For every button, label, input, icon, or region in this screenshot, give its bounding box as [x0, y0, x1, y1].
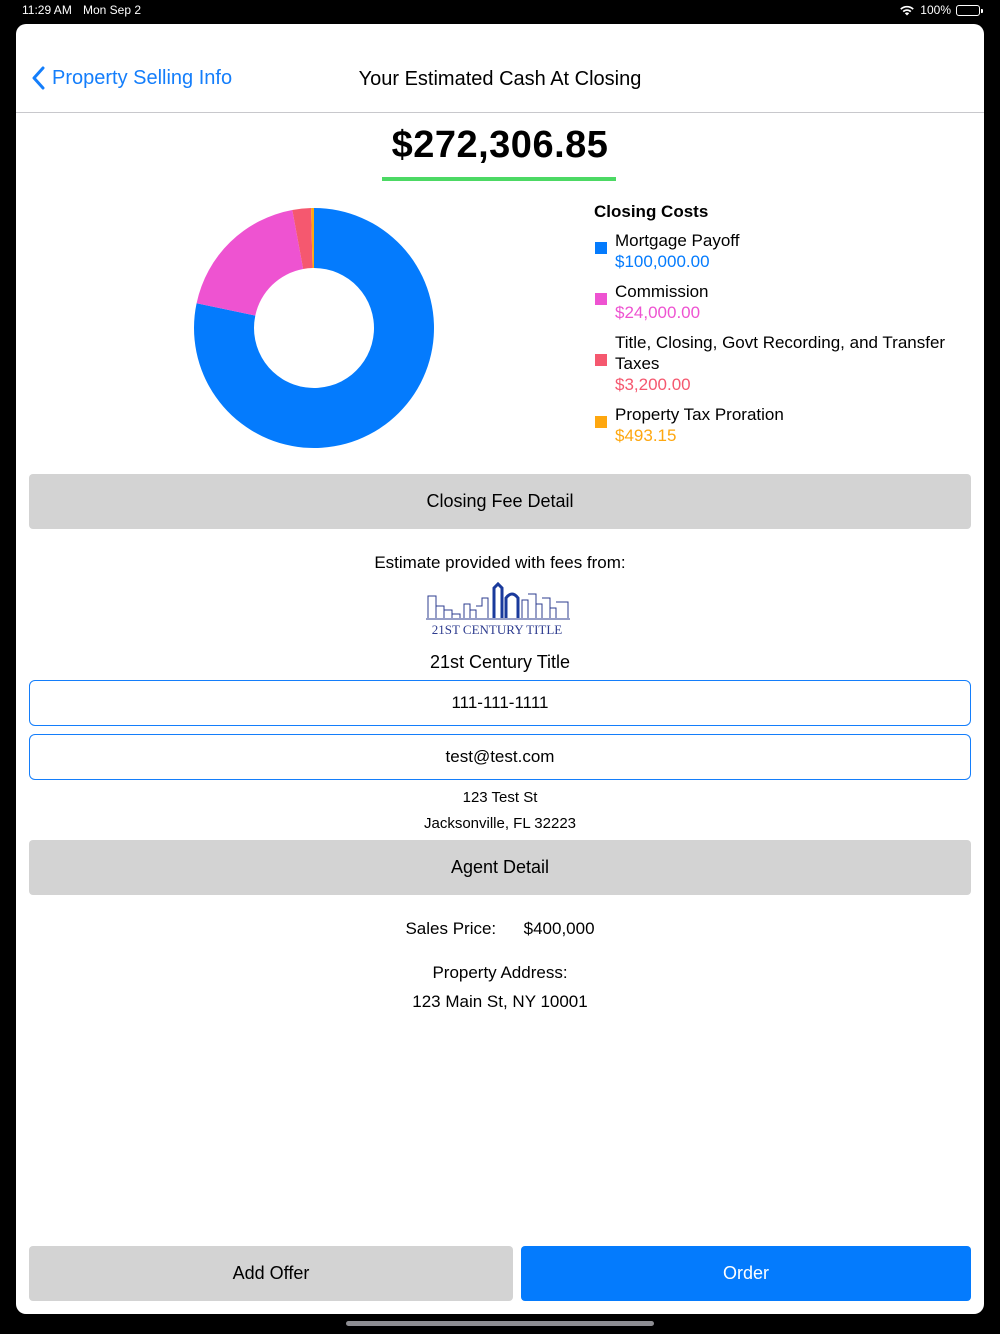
home-indicator [346, 1321, 654, 1326]
battery-percent: 100% [920, 3, 951, 17]
agent-detail-button[interactable]: Agent Detail [29, 840, 971, 895]
legend-value: $493.15 [615, 426, 677, 445]
add-offer-button[interactable]: Add Offer [29, 1246, 513, 1301]
logo-text: 21ST CENTURY TITLE [431, 622, 563, 637]
legend-title: Closing Costs [594, 202, 709, 221]
status-right [899, 3, 980, 17]
legend-label: Title, Closing, Govt Recording, and Transfer Taxes [615, 333, 946, 373]
legend-label: Commission [615, 282, 709, 301]
legend-value: $3,200.00 [615, 375, 691, 394]
legend-label: Mortgage Payoff [615, 231, 740, 250]
donut-slice-commission [197, 210, 304, 316]
status-date: Mon Sep 2 [83, 3, 142, 17]
total-underline [382, 177, 616, 181]
estimated-cash-total: $272,306.85 [391, 124, 609, 166]
legend-item-commission [594, 281, 974, 323]
closing-fee-detail-button[interactable]: Closing Fee Detail [29, 474, 971, 529]
legend-value: $24,000.00 [615, 303, 701, 322]
sales-price-value: $400,000 [523, 919, 595, 938]
navigation-bar [16, 24, 984, 113]
wifi-icon [899, 4, 915, 16]
status-bar [0, 0, 1000, 22]
legend-item-title-closing-taxes [594, 332, 974, 395]
title-company-logo [422, 580, 572, 644]
property-address-label: Property Address: [432, 963, 568, 982]
legend-label: Property Tax Proration [615, 405, 784, 424]
property-address-value: 123 Main St, NY 10001 [412, 992, 588, 1011]
sales-price-label: Sales Price: [405, 919, 497, 938]
legend-value: $100,000.00 [615, 252, 710, 271]
battery-icon [956, 5, 980, 16]
chart-legend [594, 202, 974, 455]
legend-swatch [595, 293, 607, 305]
legend-swatch [595, 242, 607, 254]
provider-email-field[interactable]: test@test.com [29, 734, 971, 780]
estimate-provider-intro: Estimate provided with fees from: [374, 553, 626, 572]
provider-phone-field[interactable]: 111-111-1111 [29, 680, 971, 726]
legend-swatch [595, 416, 607, 428]
modal-sheet [16, 24, 984, 1314]
provider-name: 21st Century Title [429, 652, 571, 672]
page-title: Your Estimated Cash At Closing [358, 68, 642, 90]
order-button[interactable]: Order [521, 1246, 971, 1301]
back-label: Property Selling Info [52, 66, 233, 89]
sales-price-row [16, 919, 984, 939]
provider-address-line1: 123 Test St [462, 789, 538, 806]
closing-costs-donut-chart [192, 206, 436, 450]
legend-swatch [595, 354, 607, 366]
legend-item-property-tax-proration [594, 404, 974, 446]
status-time: 11:29 AM [22, 3, 72, 17]
legend-item-mortgage-payoff [594, 230, 974, 272]
provider-address-line2: Jacksonville, FL 32223 [423, 815, 577, 832]
